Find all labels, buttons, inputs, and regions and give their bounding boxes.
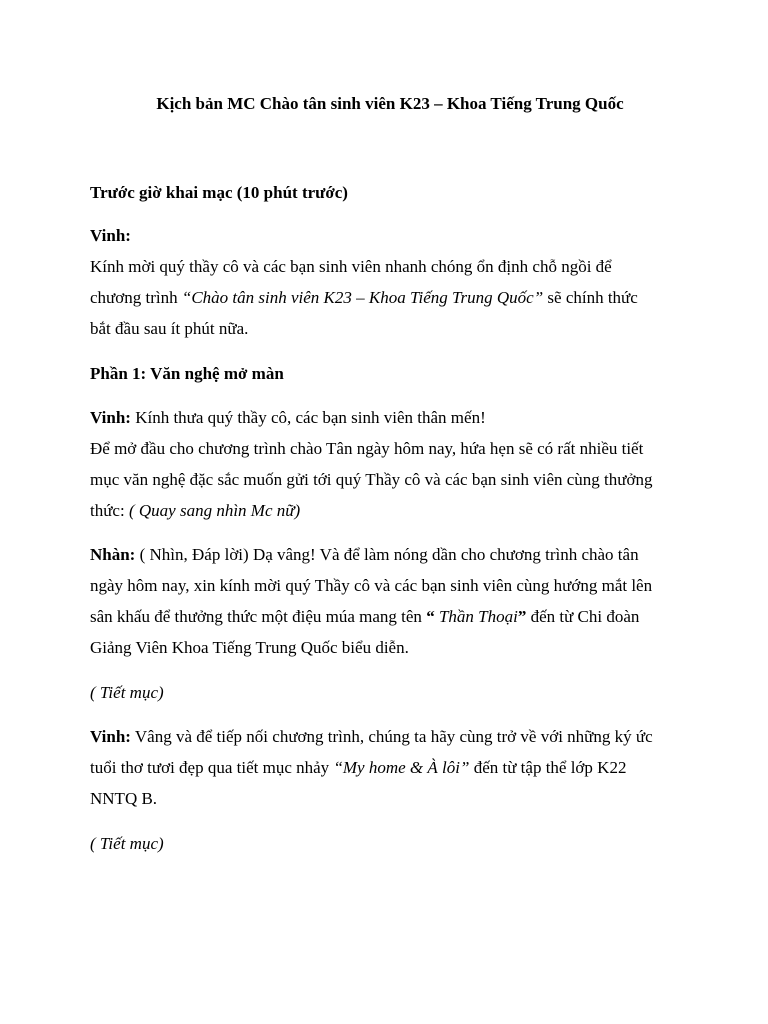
text-run: sẽ chính thức	[543, 288, 638, 307]
paragraph-line: Giảng Viên Khoa Tiếng Trung Quốc biểu diễn.	[90, 638, 409, 657]
paragraph-line	[90, 282, 690, 313]
paragraph-line: ngày hôm nay, xin kính mời quý Thầy cô và các bạn sinh viên cùng hướng mắt lên	[90, 576, 653, 595]
program-name-quote: “Chào tân sinh viên K23 – Khoa Tiếng Trung Quốc”	[181, 288, 544, 307]
speaker-label-nhan: Nhàn:	[90, 545, 136, 564]
text-run: tuổi thơ tươi đẹp qua tiết mục nhảy	[90, 758, 334, 777]
text-run: sân khấu để thưởng thức một điệu múa mang tên	[90, 607, 427, 626]
paragraph-line	[90, 539, 690, 570]
section-heading-pre-opening: Trước giờ khai mạc (10 phút trước)	[90, 183, 348, 202]
document-title: Kịch bản MC Chào tân sinh viên K23 – Khoa Tiếng Trung Quốc	[156, 94, 624, 113]
stage-direction: ( Quay sang nhìn Mc nữ)	[128, 501, 301, 520]
section-heading-part1: Phần 1: Văn nghệ mở màn	[90, 364, 284, 383]
paragraph-line	[90, 752, 690, 783]
text-run: chương trình	[90, 288, 182, 307]
paragraph-line: mục văn nghệ đặc sắc muốn gửi tới quý Thầy cô và các bạn sinh viên cùng thưởng	[90, 470, 653, 489]
paragraph-line: NNTQ B.	[90, 789, 158, 808]
text-run: ( Nhìn, Đáp lời) Dạ vâng! Và để làm nóng dần cho chương trình chào tân	[135, 545, 639, 564]
quote-mark: ”	[517, 607, 527, 626]
paragraph-line	[90, 721, 690, 752]
paragraph-line: Kính mời quý thầy cô và các bạn sinh viên nhanh chóng ổn định chỗ ngồi để	[90, 257, 612, 276]
quote-mark: “	[426, 607, 439, 626]
speaker-label-vinh: Vinh:	[90, 226, 131, 245]
stage-direction-act: ( Tiết mục)	[90, 683, 164, 702]
performance-title: “My home & À lôi”	[333, 758, 470, 777]
text-run: thức:	[90, 501, 129, 520]
stage-direction-act: ( Tiết mục)	[90, 834, 164, 853]
text-run: đến từ Chi đoàn	[526, 607, 640, 626]
performance-title: Thần Thoại	[438, 607, 518, 626]
speaker-label-vinh: Vinh:	[90, 727, 131, 746]
paragraph-line	[90, 495, 690, 526]
text-run: Vâng và để tiếp nối chương trình, chúng ta hãy cùng trở về với những ký ức	[130, 727, 653, 746]
speaker-label-vinh: Vinh:	[90, 408, 131, 427]
text-run: đến từ tập thể lớp K22	[469, 758, 627, 777]
paragraph-line: Để mở đầu cho chương trình chào Tân ngày hôm nay, hứa hẹn sẽ có rất nhiều tiết	[90, 439, 644, 458]
text-run: Kính thưa quý thầy cô, các bạn sinh viên thân mến!	[130, 408, 486, 427]
paragraph-line	[90, 601, 690, 632]
paragraph-line	[90, 402, 690, 433]
paragraph-line: bắt đầu sau ít phút nữa.	[90, 319, 249, 338]
